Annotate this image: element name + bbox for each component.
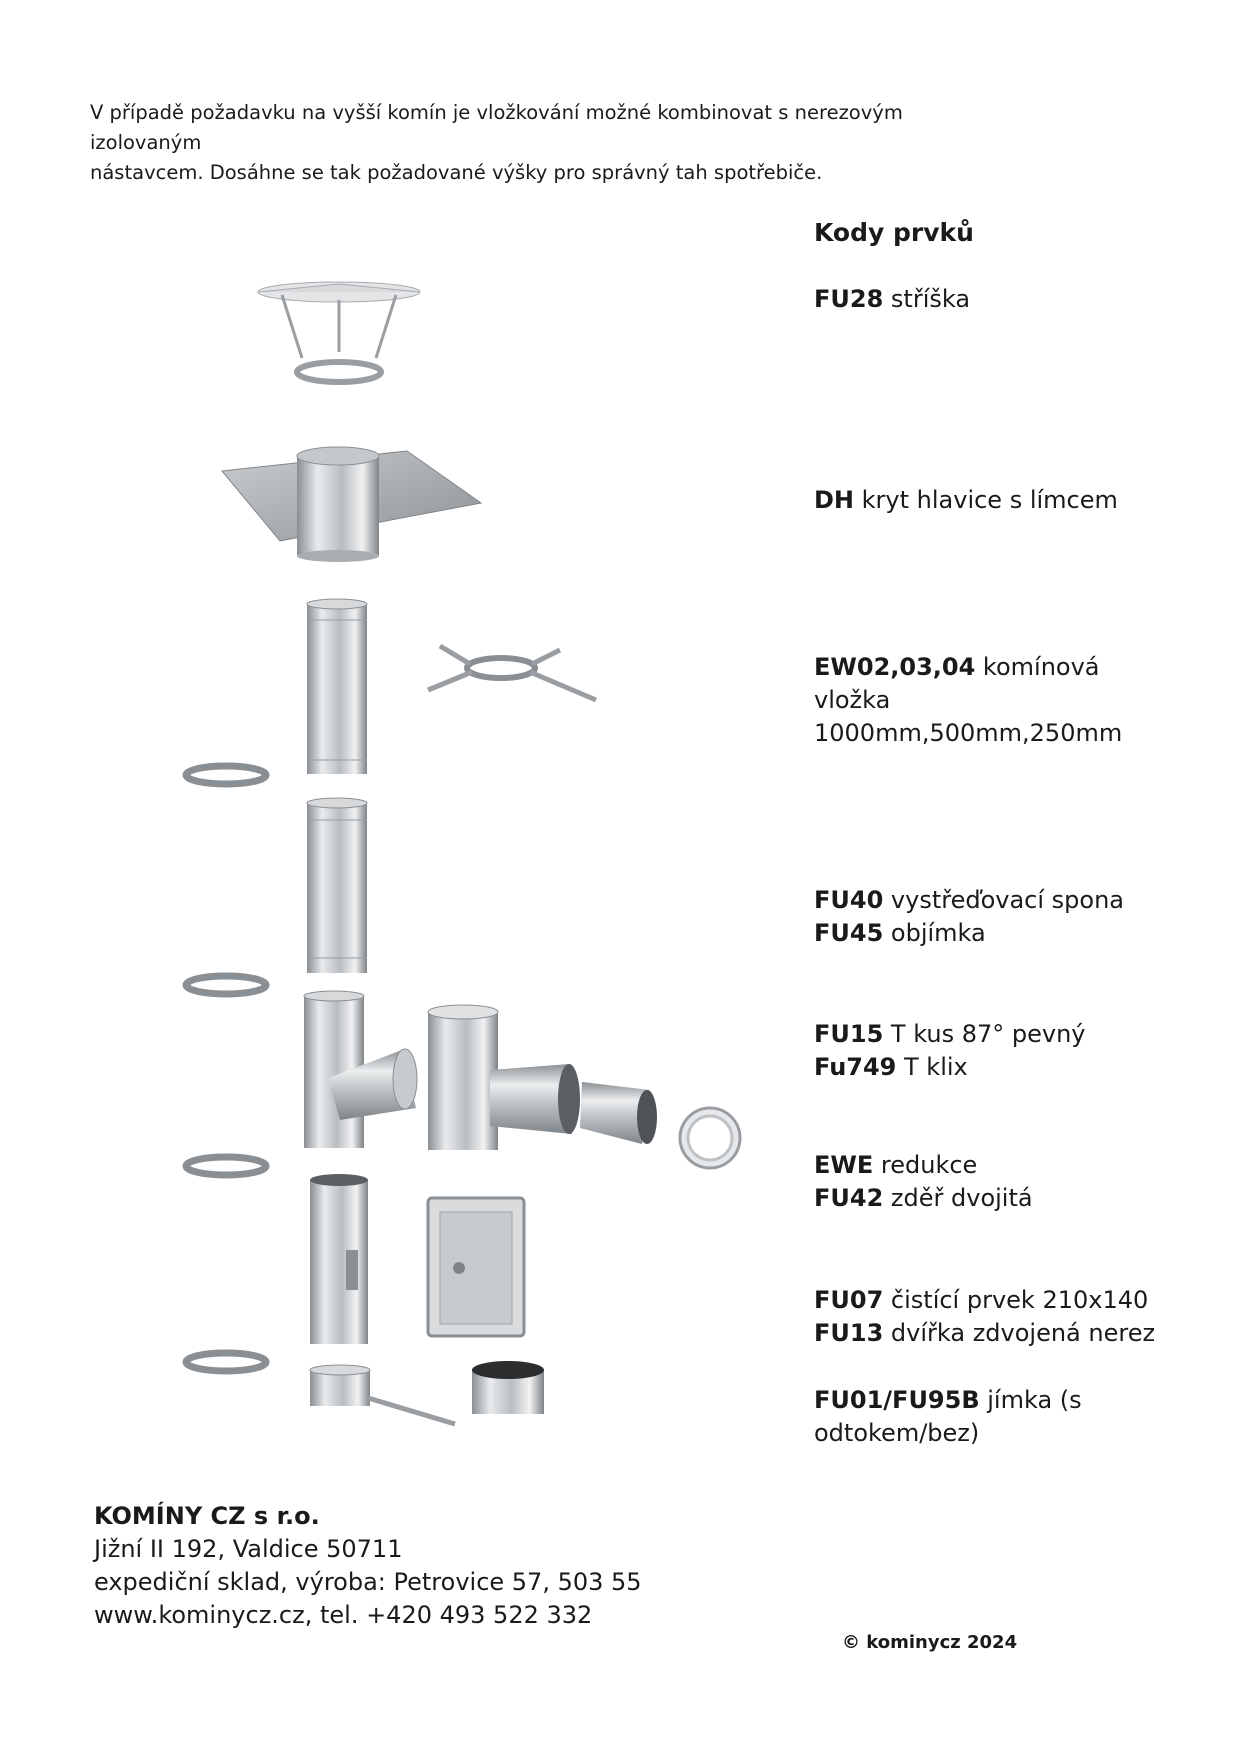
sump-fu95b-image [472, 1361, 544, 1414]
code-id: EWE [814, 1151, 874, 1179]
code-line [814, 1051, 1214, 1084]
sump-fu01-image [310, 1365, 455, 1424]
code-line [814, 484, 1214, 517]
head-cover-dh-image [222, 447, 481, 562]
code-desc: vložka [814, 686, 891, 714]
company-warehouse: expediční sklad, výroba: Petrovice 57, 503 55 [94, 1568, 642, 1596]
code-desc: objímka [883, 919, 986, 947]
code-id: FU13 [814, 1319, 884, 1347]
code-item-ew [814, 651, 1214, 750]
code-id: EW02,03,04 [814, 653, 976, 681]
code-item-fu40-fu45 [814, 884, 1214, 950]
code-desc: T klix [896, 1053, 968, 1081]
code-line [814, 1317, 1214, 1350]
code-desc: T kus 87° pevný [883, 1020, 1086, 1048]
code-line [814, 917, 1214, 950]
code-line [814, 717, 1214, 750]
code-id: FU45 [814, 919, 884, 947]
code-desc: zděř dvojitá [883, 1184, 1033, 1212]
code-line [814, 884, 1214, 917]
copyright: © kominycz 2024 [842, 1632, 1018, 1653]
code-id: FU07 [814, 1286, 884, 1314]
code-id: Fu749 [814, 1053, 897, 1081]
codes-title: Kody prvků [814, 218, 974, 247]
code-line [814, 651, 1214, 684]
code-item-ewe-fu42 [814, 1149, 1214, 1215]
code-desc: 1000mm,500mm,250mm [814, 719, 1123, 747]
company-contact: www.kominycz.cz, tel. +420 493 522 332 [94, 1601, 593, 1629]
code-line [814, 1417, 1214, 1450]
cleaning-element-fu07-image [310, 1174, 368, 1344]
double-sleeve-fu42-image [680, 1108, 740, 1168]
reducer-ewe-image [580, 1082, 657, 1144]
code-desc: jímka (s [979, 1386, 1082, 1414]
intro-line-2: nástavcem. Dosáhne se tak požadované výšky pro správný tah spotřebiče. [90, 161, 823, 184]
code-desc: redukce [873, 1151, 978, 1179]
cap-fu28-image [258, 282, 420, 382]
liner-pipe-500-image [307, 798, 367, 973]
code-id: FU15 [814, 1020, 884, 1048]
code-id: FU42 [814, 1184, 884, 1212]
company-info [94, 1500, 642, 1632]
code-line [814, 1018, 1214, 1051]
centering-clip-fu40-image [428, 646, 596, 700]
code-id: DH [814, 486, 855, 514]
code-item-fu07-fu13 [814, 1284, 1214, 1350]
intro-line-1: V případě požadavku na vyšší komín je vložkování možné kombinovat s nerezovým izolovaným [90, 101, 903, 154]
code-desc: dvířka zdvojená nerez [883, 1319, 1156, 1347]
t-piece-fu15-image [304, 991, 417, 1148]
code-line [814, 684, 1214, 717]
liner-pipe-1000-image [307, 599, 367, 774]
code-desc: vystřeďovací spona [883, 886, 1124, 914]
code-line [814, 1284, 1214, 1317]
code-desc: odtokem/bez) [814, 1419, 980, 1447]
code-desc: kryt hlavice s límcem [854, 486, 1118, 514]
code-line [814, 1384, 1214, 1417]
company-name: KOMÍNY CZ s r.o. [94, 1502, 320, 1530]
code-desc: komínová [975, 653, 1100, 681]
t-klix-fu749-image [428, 1005, 580, 1150]
code-item-fu01-fu95b [814, 1384, 1214, 1450]
code-desc: čistící prvek 210x140 [883, 1286, 1149, 1314]
code-id: FU01/FU95B [814, 1386, 980, 1414]
code-line [814, 1182, 1214, 1215]
code-id: FU28 [814, 285, 884, 313]
code-item-fu15-fu749 [814, 1018, 1214, 1084]
door-fu13-image [428, 1198, 524, 1336]
code-desc: stříška [883, 285, 971, 313]
code-item-fu28 [814, 283, 1214, 316]
company-address: Jižní II 192, Valdice 50711 [94, 1535, 403, 1563]
code-line [814, 283, 1214, 316]
clamp-fu45-image [186, 766, 266, 1371]
code-item-dh [814, 484, 1214, 517]
code-id: FU40 [814, 886, 884, 914]
code-line [814, 1149, 1214, 1182]
